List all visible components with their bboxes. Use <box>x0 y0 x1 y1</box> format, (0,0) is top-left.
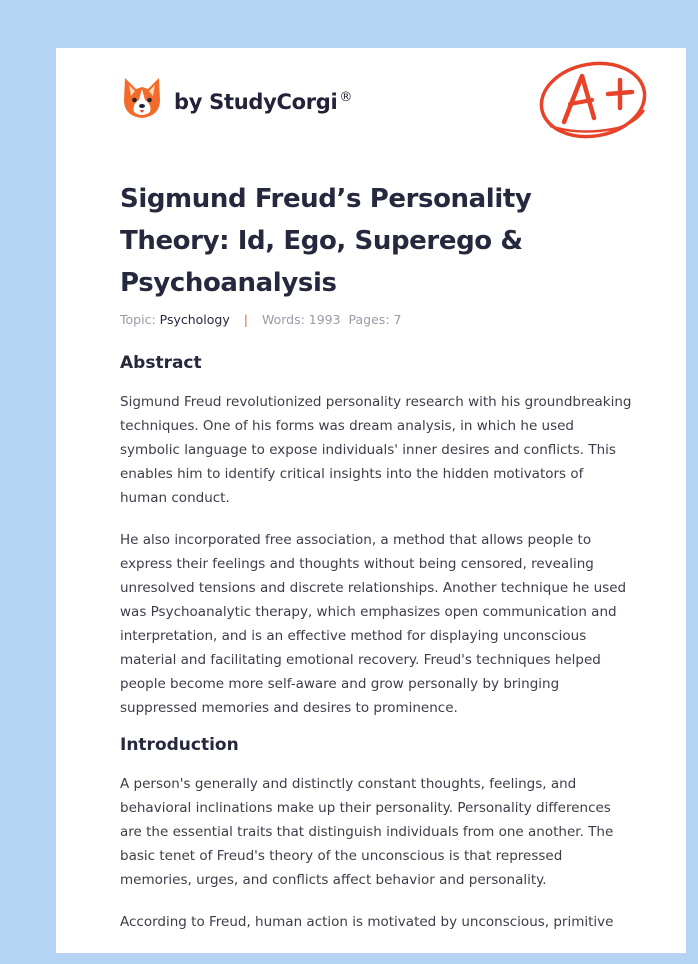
introduction-paragraph: According to Freud, human action is motivated by unconscious, primitive <box>120 914 614 930</box>
meta-separator: | <box>243 312 248 327</box>
document-meta <box>120 312 401 327</box>
word-count: Words: 1993 <box>261 312 341 327</box>
document-body <box>120 352 632 934</box>
page-count: Pages: 7 <box>348 312 402 327</box>
studycorgi-logo[interactable] <box>122 76 352 120</box>
corgi-icon <box>122 76 162 120</box>
topic-link[interactable]: Psychology <box>159 312 230 327</box>
abstract-paragraph: Sigmund Freud revolutionized personality research with his groundbreaking techniques. One of his forms was dream analysis, in which he used symbolic language to expose individuals' inner desires and conflicts. This enables him to identify critical insights into the hidden motivators of human conduct. <box>120 394 632 506</box>
introduction-paragraph: A person's generally and distinctly constant thoughts, feelings, and behavioral inclinations make up their personality. Personality differences are the essential traits that distinguish individuals from one another. The basic tenet of Freud's theory of the unconscious is that repressed memories, urges, and conflicts affect behavior and personality. <box>120 776 614 888</box>
a-plus-grade-icon <box>536 56 652 142</box>
brand-name: by StudyCorgi ® <box>174 90 353 114</box>
topic-label: Topic: <box>120 312 156 327</box>
document-title: Sigmund Freud’s Personality Theory: Id, Ego, Superego & Psychoanalysis <box>120 184 532 298</box>
introduction-heading: Introduction <box>120 735 239 755</box>
abstract-paragraph: He also incorporated free association, a method that allows people to express their feelings and thoughts without being censored, revealing unresolved tensions and discrete relationships. Another technique he used was Psychoanalytic therapy, which emphasizes open communication and interpretation, and is an effective method for displaying unconscious material and facilitating emotional recovery. Freud's techniques helped people become more self-aware and grow personally by bringing suppressed memories and desires to prominence. <box>120 532 627 716</box>
abstract-heading: Abstract <box>120 353 202 373</box>
document-page <box>56 48 686 953</box>
